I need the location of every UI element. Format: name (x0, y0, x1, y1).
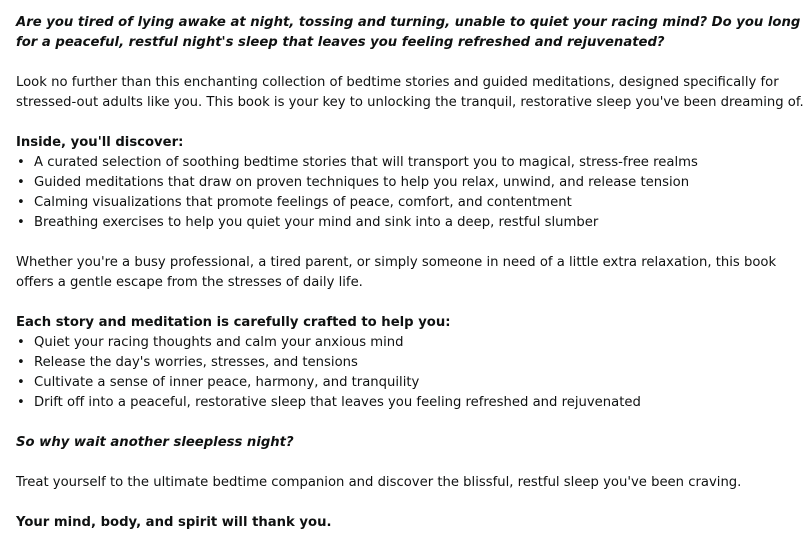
list-item-text: Release the day's worries, stresses, and tensions (34, 355, 358, 370)
list-item (16, 353, 806, 373)
treat-paragraph: Treat yourself to the ultimate bedtime companion and discover the blissful, restful sleep you've been craving. (16, 475, 742, 490)
bullet-icon: • (17, 375, 25, 390)
list-item (16, 373, 806, 393)
benefits-list (16, 333, 806, 413)
list-item-text: Guided meditations that draw on proven techniques to help you relax, unwind, and release tension (34, 175, 690, 190)
bullet-icon: • (17, 215, 25, 230)
bullet-icon: • (17, 195, 25, 210)
list-item-text: Quiet your racing thoughts and calm your anxious mind (34, 335, 404, 350)
intro-paragraph: Are you tired of lying awake at night, tossing and turning, unable to quiet your racing mind? Do you long for a peaceful, restful night's sleep that leaves you feeling refreshed and rejuvenated? (16, 15, 801, 50)
list-item-text: A curated selection of soothing bedtime stories that will transport you to magical, stress-free realms (34, 155, 698, 170)
list-item-text: Breathing exercises to help you quiet your mind and sink into a deep, restful slumber (34, 215, 599, 230)
list-item (16, 393, 806, 413)
list-item-text: Drift off into a peaceful, restorative sleep that leaves you feeling refreshed and rejuvenated (34, 395, 641, 410)
discover-list (16, 153, 806, 233)
list-item (16, 213, 806, 233)
bullet-icon: • (17, 395, 25, 410)
audience-paragraph: Whether you're a busy professional, a tired parent, or simply someone in need of a little extra relaxation, this book offers a gentle escape from the stresses of daily life. (16, 255, 777, 290)
bullet-icon: • (17, 335, 25, 350)
list-item (16, 193, 806, 213)
bullet-icon: • (17, 175, 25, 190)
closing-paragraph: Your mind, body, and spirit will thank you. (16, 515, 332, 530)
benefits-heading: Each story and meditation is carefully crafted to help you: (16, 315, 451, 330)
list-item (16, 153, 806, 173)
list-item-text: Cultivate a sense of inner peace, harmony, and tranquility (34, 375, 420, 390)
question-paragraph: So why wait another sleepless night? (16, 435, 294, 450)
list-item (16, 333, 806, 353)
list-item (16, 173, 806, 193)
bullet-icon: • (17, 355, 25, 370)
discover-heading: Inside, you'll discover: (16, 135, 184, 150)
pitch-paragraph: Look no further than this enchanting collection of bedtime stories and guided meditations, designed specifically for stressed-out adults like you. This book is your key to unlocking the tranquil, restorative sleep you've been dreaming of. (16, 75, 804, 110)
list-item-text: Calming visualizations that promote feelings of peace, comfort, and contentment (34, 195, 572, 210)
bullet-icon: • (17, 155, 25, 170)
